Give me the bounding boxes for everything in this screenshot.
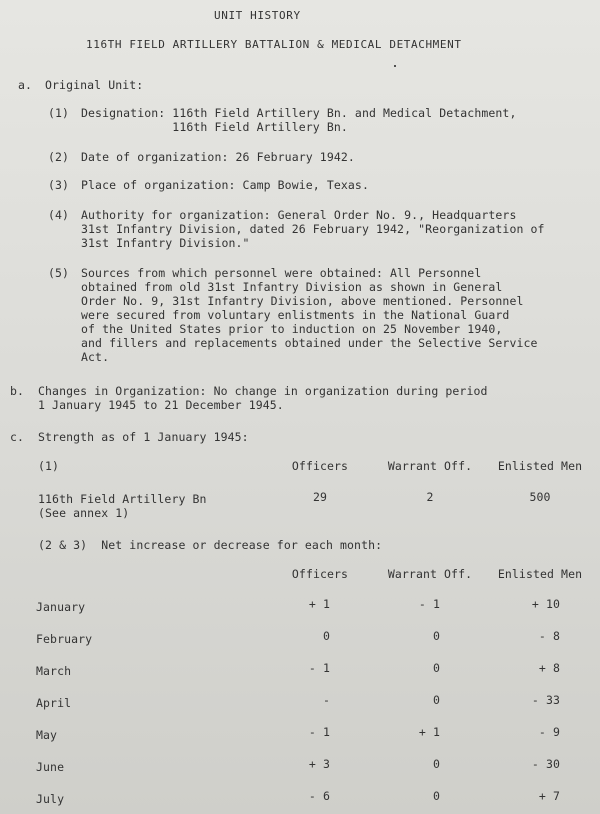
item-a5-line: obtained from old 31st Infantry Division as shown in General <box>81 280 503 294</box>
month-label: July <box>36 792 65 806</box>
item-a4-line: Authority for organization: General Order No. 9., Headquarters <box>81 208 517 222</box>
enlisted-change: + 7 <box>538 789 560 803</box>
strength-warrant: 2 <box>426 490 434 504</box>
enlisted-change: - 9 <box>538 725 560 739</box>
item-a5-line: Act. <box>81 350 110 364</box>
month-label: March <box>36 664 72 678</box>
officers-change: 0 <box>322 629 330 643</box>
month-label: June <box>36 760 65 774</box>
item-a1-line: 116th Field Artillery Bn. <box>81 120 348 134</box>
officers-change: - 1 <box>308 661 330 675</box>
item-a3-line: Place of organization: Camp Bowie, Texas. <box>81 178 369 192</box>
section-a-label: a. <box>18 78 33 92</box>
column-header-officers: Officers <box>291 459 349 473</box>
column-header-enlisted: Enlisted Men <box>497 567 583 581</box>
item-a5-line: Sources from which personnel were obtained: All Personnel <box>81 266 482 280</box>
month-label: April <box>36 696 72 710</box>
item-a3-number: (3) <box>48 178 70 192</box>
section-b-line: 1 January 1945 to 21 December 1945. <box>38 398 284 412</box>
officers-change: - <box>322 693 330 707</box>
warrant-change: 0 <box>432 693 440 707</box>
warrant-change: 0 <box>432 789 440 803</box>
strength-officers: 29 <box>312 490 328 504</box>
officers-change: - 6 <box>308 789 330 803</box>
item-a5-line: of the United States prior to induction on 25 November 1940, <box>81 322 503 336</box>
warrant-change: - 1 <box>418 597 440 611</box>
officers-change: - 1 <box>308 725 330 739</box>
warrant-change: + 1 <box>418 725 440 739</box>
month-label: January <box>36 600 86 614</box>
column-header-enlisted: Enlisted Men <box>497 459 583 473</box>
item-a1-line: Designation: 116th Field Artillery Bn. and Medical Detachment, <box>81 106 517 120</box>
section-a-heading: Original Unit: <box>45 78 144 92</box>
unit-name: 116th Field Artillery Bn <box>38 492 207 506</box>
column-header-warrant: Warrant Off. <box>387 459 473 473</box>
section-b-label: b. <box>10 384 25 398</box>
column-header-warrant: Warrant Off. <box>387 567 473 581</box>
item-a4-line: 31st Infantry Division, dated 26 February 1942, "Reorganization of <box>81 222 545 236</box>
section-c-heading: Strength as of 1 January 1945: <box>38 430 249 444</box>
unit-annex-note: (See annex 1) <box>38 506 130 520</box>
enlisted-change: + 8 <box>538 661 560 675</box>
officers-change: + 3 <box>308 757 330 771</box>
item-a5-line: and fillers and replacements obtained under the Selective Service <box>81 336 538 350</box>
warrant-change: 0 <box>432 629 440 643</box>
item-a4-line: 31st Infantry Division." <box>81 236 250 250</box>
item-a4-number: (4) <box>48 208 70 222</box>
item-a2-number: (2) <box>48 150 70 164</box>
enlisted-change: - 30 <box>531 757 560 771</box>
monthly-change-heading: (2 & 3) Net increase or decrease for each month: <box>38 538 383 552</box>
month-label: May <box>36 728 58 742</box>
enlisted-change: - 8 <box>538 629 560 643</box>
section-c-label: c. <box>10 430 25 444</box>
warrant-change: 0 <box>432 757 440 771</box>
item-a2-line: Date of organization: 26 February 1942. <box>81 150 355 164</box>
item-a5-line: Order No. 9, 31st Infantry Division, above mentioned. Personnel <box>81 294 524 308</box>
item-a5-line: were secured from voluntary enlistments in the National Guard <box>81 308 510 322</box>
document-subtitle: 116TH FIELD ARTILLERY BATTALION & MEDICAL DETACHMENT <box>86 38 462 51</box>
month-label: February <box>36 632 93 646</box>
column-header-officers: Officers <box>291 567 349 581</box>
ink-dot <box>394 65 396 67</box>
strength-enlisted: 500 <box>529 490 551 504</box>
section-c-sub1: (1) <box>38 459 60 473</box>
enlisted-change: - 33 <box>531 693 560 707</box>
officers-change: + 1 <box>308 597 330 611</box>
enlisted-change: + 10 <box>531 597 560 611</box>
item-a1-number: (1) <box>48 106 70 120</box>
section-b-line: Changes in Organization: No change in organization during period <box>38 384 488 398</box>
warrant-change: 0 <box>432 661 440 675</box>
document-title: UNIT HISTORY <box>214 9 301 22</box>
item-a5-number: (5) <box>48 266 70 280</box>
